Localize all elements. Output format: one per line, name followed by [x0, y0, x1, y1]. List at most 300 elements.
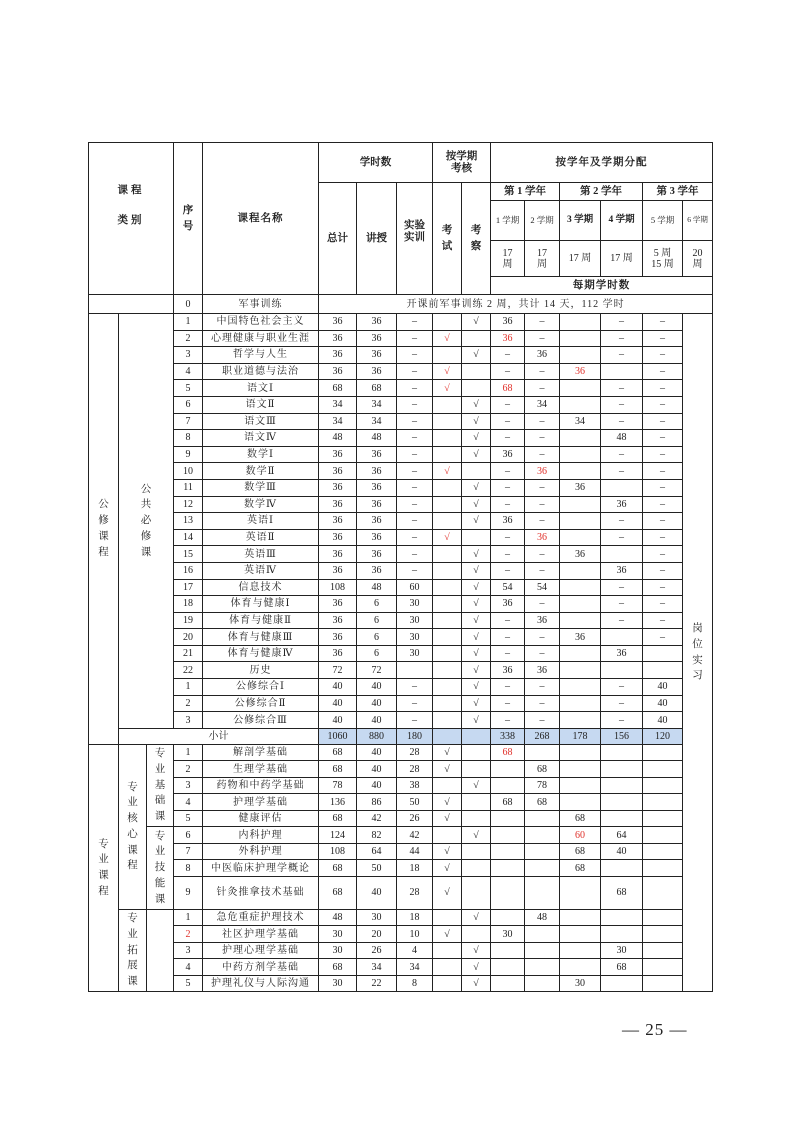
term-3-hours-cell — [560, 662, 601, 679]
professional-category-cell — [89, 744, 119, 992]
practice-hours-cell: 18 — [397, 909, 433, 926]
term-4-hours-cell: – — [601, 695, 643, 712]
term-4-hours-cell: – — [601, 396, 643, 413]
term-5-hours-cell — [643, 662, 683, 679]
term-4-hours-cell — [601, 662, 643, 679]
exam-mark-cell — [433, 314, 462, 331]
week-6-header — [683, 241, 713, 277]
exam-mark-cell: √ — [433, 860, 462, 877]
term-6-header: 6 学期 — [683, 201, 713, 241]
week-2-line2: 周 — [537, 258, 548, 270]
table-row — [89, 629, 713, 646]
term-5-hours-cell: – — [643, 562, 683, 579]
course-name-header: 课程名称 — [203, 143, 319, 295]
lecture-hours-cell: 26 — [357, 942, 397, 959]
term-2-hours-cell: 36 — [525, 612, 560, 629]
exam-mark-cell — [433, 612, 462, 629]
practice-hours-cell: – — [397, 529, 433, 546]
term-1-hours-cell — [491, 942, 525, 959]
table-row — [89, 712, 713, 729]
course-name-cell: 数学Ⅱ — [203, 463, 319, 480]
table-row — [89, 612, 713, 629]
term-1-hours-cell: – — [491, 430, 525, 447]
table-row — [89, 909, 713, 926]
table-row — [89, 347, 713, 364]
lecture-hours-cell: 22 — [357, 975, 397, 992]
term-3-hours-cell — [560, 562, 601, 579]
term-1-hours-cell: 36 — [491, 446, 525, 463]
term-5-hours-cell: – — [643, 430, 683, 447]
check-mark-cell — [462, 876, 491, 909]
subtotal-total-cell: 1060 — [319, 728, 357, 744]
exam-mark-cell — [433, 430, 462, 447]
total-hours-cell: 36 — [319, 330, 357, 347]
practice-hours-cell: 44 — [397, 843, 433, 860]
term-4-hours-cell: – — [601, 529, 643, 546]
total-hours-cell: 36 — [319, 529, 357, 546]
term-3-hours-cell — [560, 330, 601, 347]
table-row — [89, 513, 713, 530]
term-5-hours-cell: 40 — [643, 712, 683, 729]
course-name-cell: 健康评估 — [203, 810, 319, 827]
term-5-hours-cell — [643, 827, 683, 844]
seq-cell: 19 — [174, 612, 203, 629]
seq-cell: 7 — [174, 413, 203, 430]
table-row — [89, 843, 713, 860]
table-row — [89, 827, 713, 844]
term-4-hours-cell: 40 — [601, 843, 643, 860]
exam-mark-cell — [433, 959, 462, 976]
term-3-hours-cell — [560, 645, 601, 662]
table-row — [89, 645, 713, 662]
term-2-hours-cell: – — [525, 562, 560, 579]
course-name-cell: 语文Ⅱ — [203, 396, 319, 413]
week-5-line2: 15 周 — [651, 258, 674, 270]
category-header — [89, 143, 174, 295]
exam-mark-cell — [433, 479, 462, 496]
seq-cell: 21 — [174, 645, 203, 662]
course-name-cell: 外科护理 — [203, 843, 319, 860]
term-5-hours-cell — [643, 794, 683, 811]
exam-mark-cell: √ — [433, 794, 462, 811]
course-name-cell: 哲学与人生 — [203, 347, 319, 364]
practice-hours-cell: 4 — [397, 942, 433, 959]
term-4-hours-cell: 36 — [601, 496, 643, 513]
term-4-hours-cell — [601, 629, 643, 646]
term-2-hours-cell: 36 — [525, 662, 560, 679]
practice-hours-cell: – — [397, 330, 433, 347]
internship-cell-text: 岗位实习 — [692, 623, 703, 682]
seq-cell: 18 — [174, 596, 203, 613]
category-header-line2: 类别 — [117, 214, 145, 226]
term-2-hours-cell: 36 — [525, 529, 560, 546]
check-mark-cell: √ — [462, 662, 491, 679]
total-hours-cell: 30 — [319, 926, 357, 943]
check-mark-cell: √ — [462, 959, 491, 976]
check-mark-cell: √ — [462, 975, 491, 992]
practice-hours-cell: 42 — [397, 827, 433, 844]
core-course-cell-text: 专业核心课程 — [127, 781, 138, 872]
term-3-hours-cell: 68 — [560, 843, 601, 860]
seq-cell: 8 — [174, 430, 203, 447]
lecture-hours-cell: 68 — [357, 380, 397, 397]
table-row — [89, 396, 713, 413]
table-row — [89, 529, 713, 546]
practice-hours-cell: – — [397, 430, 433, 447]
term-3-hours-cell — [560, 513, 601, 530]
term-1-hours-cell: 68 — [491, 794, 525, 811]
seq-cell: 1 — [174, 744, 203, 761]
practice-hours-cell: – — [397, 413, 433, 430]
course-name-cell: 急危重症护理技术 — [203, 909, 319, 926]
exam-mark-cell: √ — [433, 363, 462, 380]
military-category-cell — [89, 295, 174, 314]
lecture-hours-cell: 36 — [357, 546, 397, 563]
term-1-hours-cell: 36 — [491, 330, 525, 347]
check-mark-cell: √ — [462, 645, 491, 662]
total-hours-cell: 36 — [319, 446, 357, 463]
practice-hours-cell — [397, 662, 433, 679]
term-2-hours-cell: – — [525, 363, 560, 380]
table-row — [89, 463, 713, 480]
seq-cell: 5 — [174, 380, 203, 397]
practice-hours-cell: 28 — [397, 761, 433, 778]
seq-cell: 12 — [174, 496, 203, 513]
term-4-hours-cell: 30 — [601, 942, 643, 959]
lecture-hours-cell: 82 — [357, 827, 397, 844]
total-hours-cell: 36 — [319, 314, 357, 331]
term-4-hours-cell — [601, 777, 643, 794]
check-mark-cell — [462, 843, 491, 860]
lecture-hours-cell: 34 — [357, 396, 397, 413]
total-hours-cell: 136 — [319, 794, 357, 811]
table-row — [89, 496, 713, 513]
week-4-header — [601, 241, 643, 277]
term-2-hours-cell — [525, 843, 560, 860]
seq-header-text: 序号 — [182, 204, 194, 232]
seq-cell: 6 — [174, 827, 203, 844]
exam-mark-cell — [433, 777, 462, 794]
table-row — [89, 942, 713, 959]
term-1-hours-cell — [491, 975, 525, 992]
practice-hours-cell: – — [397, 496, 433, 513]
term-3-hours-cell — [560, 396, 601, 413]
total-hours-cell: 68 — [319, 761, 357, 778]
practice-hours-cell: – — [397, 314, 433, 331]
term-1-hours-cell: – — [491, 546, 525, 563]
practice-hours-cell: – — [397, 380, 433, 397]
term-4-hours-cell — [601, 363, 643, 380]
seq-cell: 15 — [174, 546, 203, 563]
term-4-hours-cell — [601, 926, 643, 943]
term-5-hours-cell: – — [643, 396, 683, 413]
seq-cell: 3 — [174, 712, 203, 729]
check-mark-cell: √ — [462, 546, 491, 563]
course-name-cell: 护理心理学基础 — [203, 942, 319, 959]
term-2-hours-cell: – — [525, 413, 560, 430]
core-group-2-cell — [147, 827, 174, 910]
term-4-hours-cell — [601, 810, 643, 827]
term-3-hours-cell — [560, 579, 601, 596]
table-row — [89, 959, 713, 976]
seq-cell: 9 — [174, 446, 203, 463]
exam-mark-cell — [433, 546, 462, 563]
table-row — [89, 810, 713, 827]
exam-mark-cell — [433, 562, 462, 579]
practice-hours-cell: – — [397, 513, 433, 530]
table-row — [89, 596, 713, 613]
term-2-hours-cell: 48 — [525, 909, 560, 926]
practice-hours-cell: – — [397, 446, 433, 463]
course-name-cell: 药物和中药学基础 — [203, 777, 319, 794]
total-hours-cell: 48 — [319, 430, 357, 447]
distribution-group-header: 按学年及学期分配 — [491, 143, 713, 183]
term-1-hours-cell — [491, 761, 525, 778]
term-5-hours-cell: 40 — [643, 679, 683, 696]
assessment-group-header — [433, 143, 491, 183]
term-5-hours-cell: 40 — [643, 695, 683, 712]
term-2-hours-cell: 36 — [525, 463, 560, 480]
term-5-hours-cell: – — [643, 529, 683, 546]
term-4-hours-cell: – — [601, 612, 643, 629]
curriculum-table — [88, 142, 713, 992]
term-4-header: 4 学期 — [601, 201, 643, 241]
table-row — [89, 446, 713, 463]
table-row — [89, 695, 713, 712]
term-1-hours-cell — [491, 843, 525, 860]
term-2-hours-cell — [525, 744, 560, 761]
table-row — [89, 876, 713, 909]
term-4-hours-cell — [601, 744, 643, 761]
table-row — [89, 430, 713, 447]
term-4-hours-cell: 68 — [601, 876, 643, 909]
core-group-2-cell-text: 专业技能课 — [154, 830, 166, 905]
term-5-hours-cell — [643, 761, 683, 778]
course-name-cell: 体育与健康Ⅲ — [203, 629, 319, 646]
seq-cell: 1 — [174, 314, 203, 331]
check-mark-cell — [462, 380, 491, 397]
table-row — [89, 744, 713, 761]
term-3-hours-cell — [560, 529, 601, 546]
extension-blank-cell — [147, 909, 174, 992]
exam-mark-cell: √ — [433, 876, 462, 909]
category-header-line1: 课程 — [117, 184, 145, 196]
term-4-hours-cell: – — [601, 347, 643, 364]
practice-hours-cell: – — [397, 463, 433, 480]
term-3-hours-cell — [560, 695, 601, 712]
subtotal-lecture-cell: 880 — [357, 728, 397, 744]
table-row — [89, 314, 713, 331]
exam-mark-cell — [433, 629, 462, 646]
seq-cell: 6 — [174, 396, 203, 413]
year-2-header: 第 2 学年 — [560, 183, 643, 201]
total-hours-cell: 68 — [319, 860, 357, 877]
term-2-hours-cell: – — [525, 496, 560, 513]
lecture-hours-cell: 48 — [357, 430, 397, 447]
practice-hours-cell: 30 — [397, 629, 433, 646]
term-3-hours-cell — [560, 959, 601, 976]
term-1-hours-cell: – — [491, 679, 525, 696]
table-row — [89, 860, 713, 877]
seq-cell: 4 — [174, 794, 203, 811]
practice-hours-cell: 50 — [397, 794, 433, 811]
seq-cell: 11 — [174, 479, 203, 496]
table-row — [89, 546, 713, 563]
term-2-hours-cell: 34 — [525, 396, 560, 413]
seq-cell: 4 — [174, 363, 203, 380]
course-name-cell: 生理学基础 — [203, 761, 319, 778]
check-mark-cell: √ — [462, 679, 491, 696]
check-mark-cell: √ — [462, 446, 491, 463]
term-4-hours-cell: 48 — [601, 430, 643, 447]
course-name-cell: 英语Ⅰ — [203, 513, 319, 530]
term-5-hours-cell: – — [643, 463, 683, 480]
course-name-cell: 体育与健康Ⅰ — [203, 596, 319, 613]
term-2-hours-cell: – — [525, 629, 560, 646]
table-row — [89, 579, 713, 596]
lecture-hours-cell: 64 — [357, 843, 397, 860]
exam-mark-cell — [433, 662, 462, 679]
lecture-hours-cell: 36 — [357, 496, 397, 513]
lecture-hours-cell: 40 — [357, 712, 397, 729]
term-1-hours-cell: – — [491, 347, 525, 364]
total-hours-cell: 36 — [319, 463, 357, 480]
exam-mark-cell — [433, 827, 462, 844]
exam-mark-cell: √ — [433, 463, 462, 480]
term-3-hours-cell — [560, 777, 601, 794]
total-hours-cell: 124 — [319, 827, 357, 844]
total-hours-cell: 68 — [319, 810, 357, 827]
exam-header — [433, 183, 462, 295]
week-1-header — [491, 241, 525, 277]
exam-mark-cell — [433, 579, 462, 596]
term-5-hours-cell — [643, 645, 683, 662]
seq-cell: 16 — [174, 562, 203, 579]
term-1-hours-cell: 30 — [491, 926, 525, 943]
total-hours-cell: 108 — [319, 579, 357, 596]
seq-cell: 2 — [174, 926, 203, 943]
term-5-hours-cell: – — [643, 330, 683, 347]
check-mark-cell: √ — [462, 496, 491, 513]
practice-hours-cell: 26 — [397, 810, 433, 827]
week-5-line1: 5 周 — [653, 247, 672, 259]
seq-cell: 10 — [174, 463, 203, 480]
course-name-cell: 信息技术 — [203, 579, 319, 596]
assessment-header-line1: 按学期 — [445, 150, 478, 162]
lecture-hours-cell: 40 — [357, 761, 397, 778]
term-3-hours-cell — [560, 712, 601, 729]
term-4-hours-cell: – — [601, 330, 643, 347]
term-5-hours-cell: – — [643, 363, 683, 380]
total-hours-header: 总计 — [319, 183, 357, 295]
term-5-hours-cell — [643, 909, 683, 926]
practice-hours-cell: – — [397, 546, 433, 563]
week-1-line1: 17 — [502, 247, 513, 259]
practice-header-line1: 实验 — [404, 219, 426, 231]
exam-mark-cell: √ — [433, 761, 462, 778]
check-mark-cell — [462, 330, 491, 347]
term-2-hours-cell: – — [525, 430, 560, 447]
term-5-hours-cell: – — [643, 546, 683, 563]
term-4-hours-cell: – — [601, 380, 643, 397]
total-hours-cell: 40 — [319, 695, 357, 712]
term-5-hours-cell: – — [643, 596, 683, 613]
term-1-hours-cell: – — [491, 463, 525, 480]
term-1-hours-cell: – — [491, 562, 525, 579]
term-4-hours-cell: – — [601, 712, 643, 729]
term-3-hours-cell: 36 — [560, 629, 601, 646]
term-2-hours-cell: 54 — [525, 579, 560, 596]
term-3-hours-cell — [560, 463, 601, 480]
seq-cell: 1 — [174, 909, 203, 926]
term-3-hours-cell — [560, 942, 601, 959]
term-1-header: 1 学期 — [491, 201, 525, 241]
per-term-hours-header: 每期学时数 — [491, 277, 713, 295]
lecture-hours-cell: 50 — [357, 860, 397, 877]
term-2-hours-cell: – — [525, 596, 560, 613]
check-mark-cell: √ — [462, 942, 491, 959]
term-5-hours-cell: – — [643, 496, 683, 513]
term-5-hours-cell — [643, 843, 683, 860]
total-hours-cell: 36 — [319, 513, 357, 530]
term-1-hours-cell: – — [491, 529, 525, 546]
subtotal-exam-cell — [433, 728, 462, 744]
table-row — [89, 363, 713, 380]
seq-cell: 0 — [174, 295, 203, 314]
seq-cell: 7 — [174, 843, 203, 860]
check-mark-cell — [462, 794, 491, 811]
practice-hours-cell: 34 — [397, 959, 433, 976]
total-hours-cell: 36 — [319, 479, 357, 496]
term-5-hours-cell — [643, 810, 683, 827]
exam-mark-cell — [433, 942, 462, 959]
course-name-cell: 社区护理学基础 — [203, 926, 319, 943]
total-hours-cell: 34 — [319, 413, 357, 430]
public-subcategory-cell-text: 公共必修课 — [140, 483, 152, 558]
seq-cell: 9 — [174, 876, 203, 909]
lecture-hours-cell: 36 — [357, 363, 397, 380]
total-hours-cell: 36 — [319, 629, 357, 646]
lecture-hours-cell: 36 — [357, 513, 397, 530]
course-name-cell: 公修综合Ⅰ — [203, 679, 319, 696]
check-mark-cell: √ — [462, 479, 491, 496]
table-row — [89, 761, 713, 778]
core-group-1-cell — [147, 744, 174, 827]
exam-mark-cell: √ — [433, 843, 462, 860]
total-hours-cell: 40 — [319, 712, 357, 729]
course-name-cell: 语文Ⅳ — [203, 430, 319, 447]
practice-hours-cell: 30 — [397, 612, 433, 629]
lecture-hours-cell: 30 — [357, 909, 397, 926]
term-5-hours-cell — [643, 860, 683, 877]
public-subcategory-cell — [119, 314, 174, 729]
practice-hours-cell: 60 — [397, 579, 433, 596]
term-3-hours-cell: 34 — [560, 413, 601, 430]
course-name-cell: 英语Ⅲ — [203, 546, 319, 563]
subtotal-practice-cell: 180 — [397, 728, 433, 744]
table-row — [89, 413, 713, 430]
term-3-hours-cell — [560, 761, 601, 778]
public-category-cell-text: 公修课程 — [98, 499, 109, 558]
seq-cell: 22 — [174, 662, 203, 679]
total-hours-cell: 36 — [319, 363, 357, 380]
lecture-hours-cell: 40 — [357, 876, 397, 909]
term-4-hours-cell: 64 — [601, 827, 643, 844]
check-mark-cell: √ — [462, 562, 491, 579]
exam-mark-cell — [433, 396, 462, 413]
course-name-cell: 职业道德与法治 — [203, 363, 319, 380]
seq-cell: 3 — [174, 942, 203, 959]
